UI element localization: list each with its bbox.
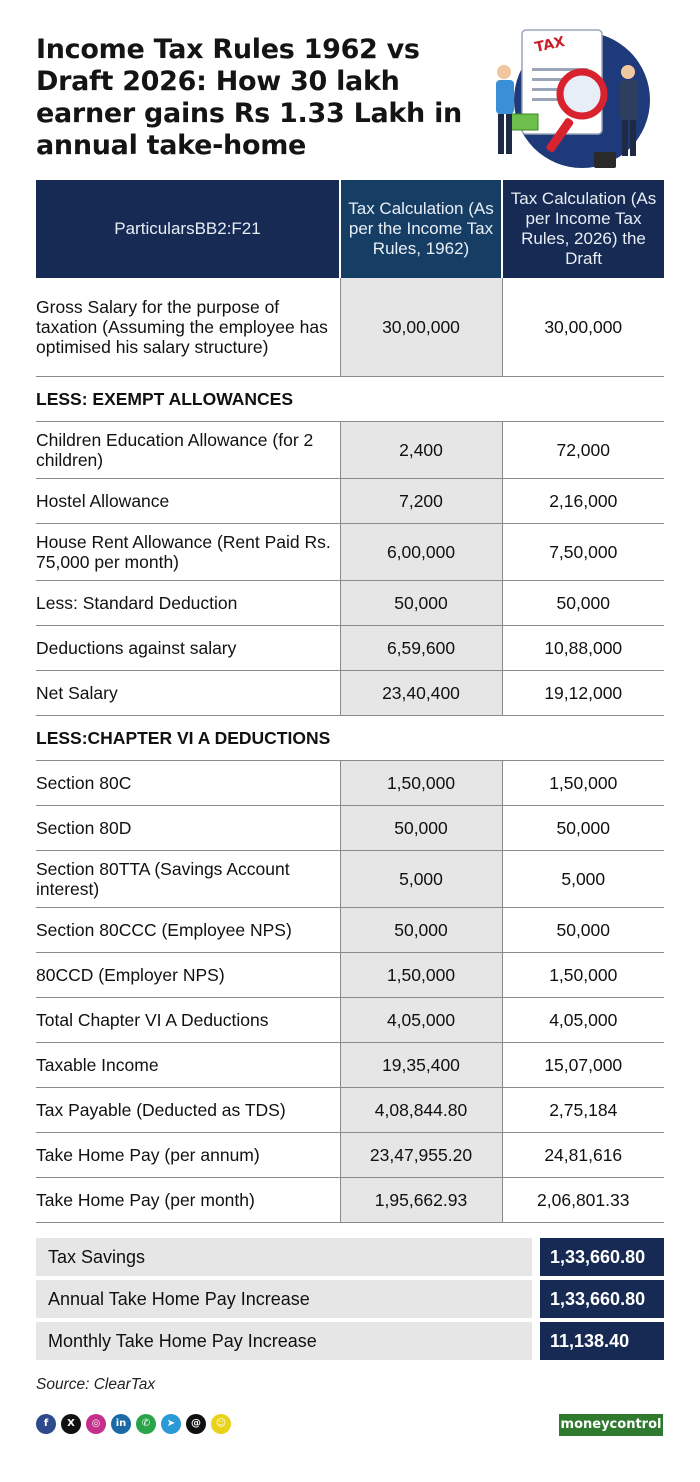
table-row [36, 625, 664, 670]
value-2026: 5,000 [502, 850, 664, 907]
value-2026: 1,50,000 [502, 760, 664, 805]
value-1962: 23,40,400 [340, 670, 502, 715]
table-row [36, 952, 664, 997]
value-1962: 4,05,000 [340, 997, 502, 1042]
page-title: Income Tax Rules 1962 vs Draft 2026: How 30 lakh earner gains Rs 1.33 Lakh in annual take-home [36, 34, 462, 161]
summary-row [36, 1238, 664, 1276]
value-1962: 50,000 [340, 805, 502, 850]
value-2026: 2,75,184 [502, 1087, 664, 1132]
section-row [36, 715, 664, 760]
row-label: Taxable Income [36, 1042, 340, 1087]
summary-label: Monthly Take Home Pay Increase [36, 1322, 532, 1360]
value-2026: 4,05,000 [502, 997, 664, 1042]
value-1962: 6,00,000 [340, 523, 502, 580]
value-2026: 2,06,801.33 [502, 1177, 664, 1222]
row-label: Take Home Pay (per month) [36, 1177, 340, 1222]
row-label: Net Salary [36, 670, 340, 715]
moneycontrol-logo: moneycontrol [559, 1414, 663, 1436]
table-header-row [36, 180, 664, 278]
value-1962: 7,200 [340, 478, 502, 523]
linkedin-icon[interactable]: in [111, 1414, 131, 1434]
table-row [36, 670, 664, 715]
row-label: Deductions against salary [36, 625, 340, 670]
row-label: Children Education Allowance (for 2 children) [36, 421, 340, 478]
row-label: Tax Payable (Deducted as TDS) [36, 1087, 340, 1132]
table-row [36, 1132, 664, 1177]
summary-section [36, 1238, 664, 1364]
table-row [36, 805, 664, 850]
table-row [36, 850, 664, 907]
man-right-icon [620, 80, 638, 120]
snapchat-icon[interactable]: ☺ [211, 1414, 231, 1434]
value-1962: 30,00,000 [340, 278, 502, 376]
instagram-icon[interactable]: ◎ [86, 1414, 106, 1434]
row-label: Hostel Allowance [36, 478, 340, 523]
x-icon[interactable]: X [61, 1414, 81, 1434]
value-2026: 1,50,000 [502, 952, 664, 997]
header-rules-2026: Tax Calculation (As per Income Tax Rules, 2026) the Draft [502, 180, 664, 278]
money-icon [510, 114, 538, 130]
summary-value: 1,33,660.80 [540, 1238, 664, 1276]
tax-sign-text: TAX [533, 34, 567, 56]
value-1962: 1,95,662.93 [340, 1177, 502, 1222]
value-2026: 50,000 [502, 907, 664, 952]
value-1962: 23,47,955.20 [340, 1132, 502, 1177]
value-2026: 19,12,000 [502, 670, 664, 715]
row-label: Gross Salary for the purpose of taxation (Assuming the employee has optimised his salary structure) [36, 278, 340, 376]
table-row [36, 1087, 664, 1132]
table-row [36, 421, 664, 478]
table-row [36, 1042, 664, 1087]
table-row [36, 997, 664, 1042]
table-row [36, 278, 664, 376]
value-1962: 1,50,000 [340, 952, 502, 997]
table-row [36, 1177, 664, 1222]
value-2026: 30,00,000 [502, 278, 664, 376]
man-left-icon [496, 80, 514, 114]
social-icons [36, 1414, 231, 1434]
table-row [36, 760, 664, 805]
telegram-icon[interactable]: ➤ [161, 1414, 181, 1434]
table-row [36, 478, 664, 523]
value-1962: 5,000 [340, 850, 502, 907]
summary-label: Annual Take Home Pay Increase [36, 1280, 532, 1318]
value-2026: 24,81,616 [502, 1132, 664, 1177]
value-2026: 2,16,000 [502, 478, 664, 523]
row-label: Section 80C [36, 760, 340, 805]
row-label: Total Chapter VI A Deductions [36, 997, 340, 1042]
value-2026: 7,50,000 [502, 523, 664, 580]
value-2026: 10,88,000 [502, 625, 664, 670]
value-1962: 19,35,400 [340, 1042, 502, 1087]
section-row [36, 376, 664, 421]
row-label: Less: Standard Deduction [36, 580, 340, 625]
value-2026: 72,000 [502, 421, 664, 478]
table-row [36, 580, 664, 625]
value-2026: 50,000 [502, 580, 664, 625]
summary-value: 1,33,660.80 [540, 1280, 664, 1318]
tax-comparison-table [36, 180, 664, 1223]
section-heading: LESS: EXEMPT ALLOWANCES [36, 376, 664, 421]
row-label: Section 80CCC (Employee NPS) [36, 907, 340, 952]
facebook-icon[interactable]: f [36, 1414, 56, 1434]
section-heading: LESS:CHAPTER VI A DEDUCTIONS [36, 715, 664, 760]
value-2026: 15,07,000 [502, 1042, 664, 1087]
value-1962: 1,50,000 [340, 760, 502, 805]
value-2026: 50,000 [502, 805, 664, 850]
value-1962: 6,59,600 [340, 625, 502, 670]
value-1962: 2,400 [340, 421, 502, 478]
value-1962: 4,08,844.80 [340, 1087, 502, 1132]
briefcase-icon [594, 152, 616, 168]
row-label: House Rent Allowance (Rent Paid Rs. 75,000 per month) [36, 523, 340, 580]
summary-label: Tax Savings [36, 1238, 532, 1276]
threads-icon[interactable]: @ [186, 1414, 206, 1434]
summary-value: 11,138.40 [540, 1322, 664, 1360]
value-1962: 50,000 [340, 907, 502, 952]
header-particulars: ParticularsBB2:F21 [36, 180, 340, 278]
table-row [36, 907, 664, 952]
header-rules-1962: Tax Calculation (As per the Income Tax Rules, 1962) [340, 180, 502, 278]
tax-illustration [470, 22, 670, 182]
row-label: Section 80TTA (Savings Account interest) [36, 850, 340, 907]
row-label: Section 80D [36, 805, 340, 850]
summary-row [36, 1280, 664, 1318]
source-note: Source: ClearTax [36, 1376, 156, 1393]
row-label: 80CCD (Employer NPS) [36, 952, 340, 997]
magnifier-icon [560, 72, 604, 116]
summary-row [36, 1322, 664, 1360]
whatsapp-icon[interactable]: ✆ [136, 1414, 156, 1434]
row-label: Take Home Pay (per annum) [36, 1132, 340, 1177]
table-row [36, 523, 664, 580]
value-1962: 50,000 [340, 580, 502, 625]
